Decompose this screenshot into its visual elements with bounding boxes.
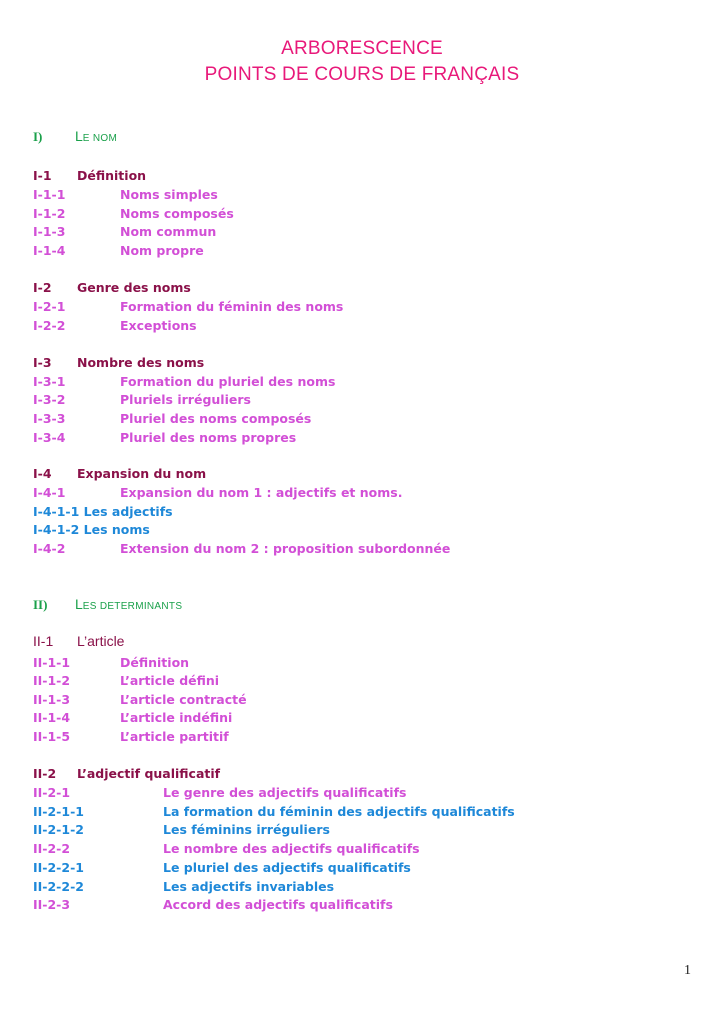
outline-label: L’article contracté bbox=[120, 692, 247, 707]
outline-label: L’article défini bbox=[120, 673, 220, 688]
outline-code: II-1-1 bbox=[33, 655, 71, 670]
outline-label: Expansion du nom 1 : adjectifs et noms. bbox=[120, 485, 403, 500]
outline-row bbox=[33, 391, 251, 408]
outline-code: I-2 bbox=[33, 280, 52, 295]
outline-row bbox=[33, 298, 344, 315]
outline-label: Formation du féminin des noms bbox=[120, 299, 344, 314]
outline-code: I-4-2 bbox=[33, 541, 66, 556]
outline-code: I-4-1-1 Les adjectifs bbox=[33, 504, 173, 519]
outline-code: I-1 bbox=[33, 168, 52, 183]
outline-label: Noms composés bbox=[120, 206, 234, 221]
section-number: I) bbox=[33, 129, 43, 144]
outline-label: Nom propre bbox=[120, 243, 204, 258]
outline-code: I-1-3 bbox=[33, 224, 66, 239]
section-label-cap: L bbox=[75, 128, 83, 144]
outline-label: Le nombre des adjectifs qualificatifs bbox=[163, 841, 420, 856]
outline-row bbox=[33, 878, 335, 895]
outline-code: II-2-1-2 bbox=[33, 822, 84, 837]
outline-code: I-3 bbox=[33, 355, 52, 370]
outline-label: Nombre des noms bbox=[77, 355, 205, 370]
outline-label: L’adjectif qualificatif bbox=[77, 766, 221, 781]
outline-row bbox=[33, 672, 220, 689]
outline-label: Le genre des adjectifs qualificatifs bbox=[163, 785, 407, 800]
outline-row bbox=[33, 709, 233, 726]
outline-row bbox=[33, 205, 234, 222]
outline-label: Les adjectifs invariables bbox=[163, 879, 335, 894]
outline-code: II-2-3 bbox=[33, 897, 71, 912]
outline-label: Définition bbox=[77, 168, 147, 183]
outline-row bbox=[33, 373, 336, 390]
outline-label: Accord des adjectifs qualificatifs bbox=[163, 897, 393, 912]
outline-code: II-1-4 bbox=[33, 710, 71, 725]
outline-code: II-2-1 bbox=[33, 785, 71, 800]
outline-row bbox=[33, 223, 217, 240]
outline-row bbox=[33, 186, 218, 203]
outline-row bbox=[33, 896, 393, 913]
document-title bbox=[0, 36, 724, 88]
outline-row bbox=[33, 633, 125, 650]
outline-code: II-2-2-2 bbox=[33, 879, 84, 894]
section-heading-determinants bbox=[33, 596, 182, 615]
outline-code: I-3-2 bbox=[33, 392, 66, 407]
outline-label: Pluriels irréguliers bbox=[120, 392, 251, 407]
outline-code: II-1-5 bbox=[33, 729, 71, 744]
section-heading-nom bbox=[33, 128, 117, 147]
outline-label: Définition bbox=[120, 655, 190, 670]
outline-code: I-4 bbox=[33, 466, 52, 481]
outline-code: II-1-3 bbox=[33, 692, 71, 707]
outline-code: I-3-4 bbox=[33, 430, 66, 445]
outline-row bbox=[33, 540, 451, 557]
section-label-cap: L bbox=[75, 596, 83, 612]
outline-code: I-3-1 bbox=[33, 374, 66, 389]
title-line-2: POINTS DE COURS DE FRANÇAIS bbox=[204, 64, 520, 85]
outline-label: La formation du féminin des adjectifs qualificatifs bbox=[163, 804, 515, 819]
outline-code: I-1-1 bbox=[33, 187, 66, 202]
outline-row bbox=[33, 317, 197, 334]
outline-row bbox=[33, 410, 312, 427]
section-label-rest: ES DETERMINANTS bbox=[82, 601, 183, 612]
outline-code: II-2-2-1 bbox=[33, 860, 84, 875]
outline-row bbox=[33, 803, 515, 820]
page-number: 1 bbox=[684, 963, 691, 978]
outline-label: L’article bbox=[77, 633, 125, 649]
outline-row bbox=[33, 521, 150, 538]
outline-row bbox=[33, 279, 191, 296]
outline-row bbox=[33, 784, 407, 801]
outline-code: I-3-3 bbox=[33, 411, 66, 426]
outline-label: Formation du pluriel des noms bbox=[120, 374, 336, 389]
outline-label: Expansion du nom bbox=[77, 466, 207, 481]
outline-row bbox=[33, 821, 330, 838]
outline-code: I-2-1 bbox=[33, 299, 66, 314]
outline-code: I-1-4 bbox=[33, 243, 66, 258]
outline-code: I-2-2 bbox=[33, 318, 66, 333]
outline-label: L’article indéfini bbox=[120, 710, 233, 725]
outline-row bbox=[33, 691, 247, 708]
outline-label: Extension du nom 2 : proposition subordonnée bbox=[120, 541, 451, 556]
outline-row bbox=[33, 859, 411, 876]
outline-label: Le pluriel des adjectifs qualificatifs bbox=[163, 860, 411, 875]
outline-row bbox=[33, 429, 297, 446]
outline-code: II-2-2 bbox=[33, 841, 71, 856]
section-number: II) bbox=[33, 597, 48, 612]
outline-row bbox=[33, 465, 207, 482]
outline-label: Noms simples bbox=[120, 187, 218, 202]
outline-code: II-1 bbox=[33, 633, 54, 649]
outline-row bbox=[33, 840, 420, 857]
outline-code: II-1-2 bbox=[33, 673, 71, 688]
outline-row bbox=[33, 354, 205, 371]
outline-row bbox=[33, 654, 190, 671]
outline-row bbox=[33, 728, 229, 745]
outline-label: Exceptions bbox=[120, 318, 197, 333]
outline-label: Les féminins irréguliers bbox=[163, 822, 330, 837]
section-label-rest: E NOM bbox=[82, 133, 118, 144]
outline-code: I-4-1-2 Les noms bbox=[33, 522, 150, 537]
title-line-1: ARBORESCENCE bbox=[281, 38, 443, 59]
outline-code: II-2-1-1 bbox=[33, 804, 84, 819]
outline-label: Nom commun bbox=[120, 224, 217, 239]
outline-label: Pluriel des noms propres bbox=[120, 430, 297, 445]
outline-row bbox=[33, 167, 147, 184]
outline-label: Pluriel des noms composés bbox=[120, 411, 312, 426]
outline-row bbox=[33, 484, 403, 501]
outline-label: Genre des noms bbox=[77, 280, 191, 295]
outline-row bbox=[33, 765, 221, 782]
outline-code: II-2 bbox=[33, 766, 57, 781]
outline-row bbox=[33, 242, 204, 259]
outline-code: I-1-2 bbox=[33, 206, 66, 221]
outline-label: L’article partitif bbox=[120, 729, 229, 744]
outline-code: I-4-1 bbox=[33, 485, 66, 500]
outline-row bbox=[33, 503, 173, 520]
